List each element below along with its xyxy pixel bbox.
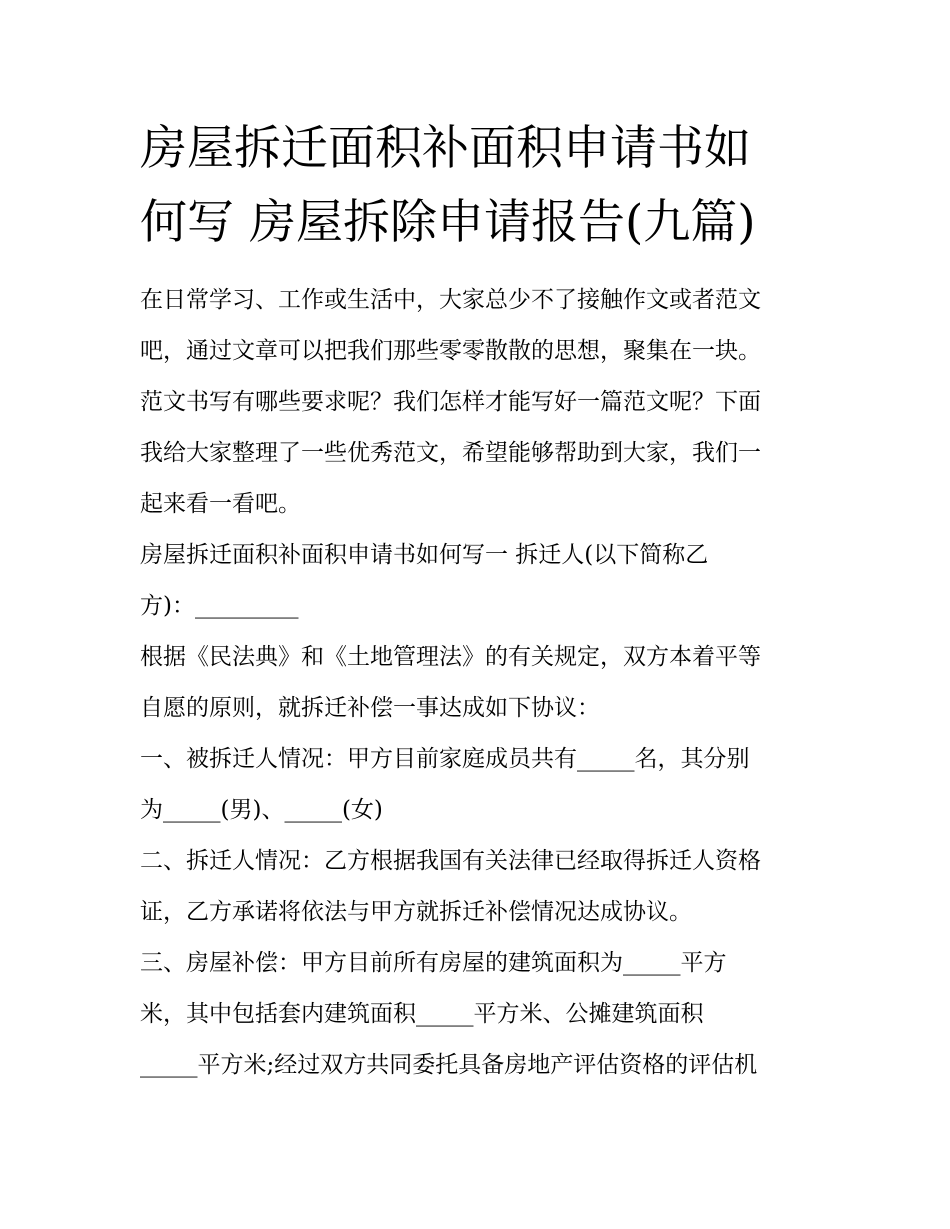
body-line: 三、房屋补偿：甲方目前所有房屋的建筑面积为_____平方 (140, 950, 727, 976)
body-line: 一、被拆迁人情况：甲方目前家庭成员共有_____名，其分别 (140, 746, 750, 772)
body-line: 证，乙方承诺将依法与甲方就拆迁补偿情况达成协议。 (140, 899, 692, 925)
body-line: 房屋拆迁面积补面积申请书如何写一 拆迁人(以下简称乙 (140, 542, 709, 568)
body-line: 方)：_________ (140, 593, 299, 619)
document-body (140, 275, 830, 1091)
body-line: 米，其中包括套内建筑面积_____平方米、公摊建筑面积 (140, 1001, 704, 1027)
document-title (140, 112, 820, 260)
title-line: 何写 房屋拆除申请报告(九篇) (140, 195, 756, 250)
body-line: 吧，通过文章可以把我们那些零零散散的思想，聚集在一块。 (140, 338, 761, 364)
body-line: 我给大家整理了一些优秀范文，希望能够帮助到大家，我们一 (140, 440, 761, 466)
body-line: 二、拆迁人情况：乙方根据我国有关法律已经取得拆迁人资格 (140, 848, 761, 874)
title-line: 房屋拆迁面积补面积申请书如 (140, 121, 751, 176)
body-line: 为_____(男)、_____(女) (140, 797, 383, 823)
body-line: _____平方米;经过双方共同委托具备房地产评估资格的评估机 (140, 1052, 758, 1078)
body-line: 根据《民法典》和《土地管理法》的有关规定，双方本着平等 (140, 644, 761, 670)
body-line: 起来看一看吧。 (140, 491, 301, 517)
body-line: 在日常学习、工作或生活中，大家总少不了接触作文或者范文 (140, 287, 761, 313)
body-line: 自愿的原则，就拆迁补偿一事达成如下协议： (140, 695, 600, 721)
body-line: 范文书写有哪些要求呢？我们怎样才能写好一篇范文呢？下面 (140, 389, 761, 415)
